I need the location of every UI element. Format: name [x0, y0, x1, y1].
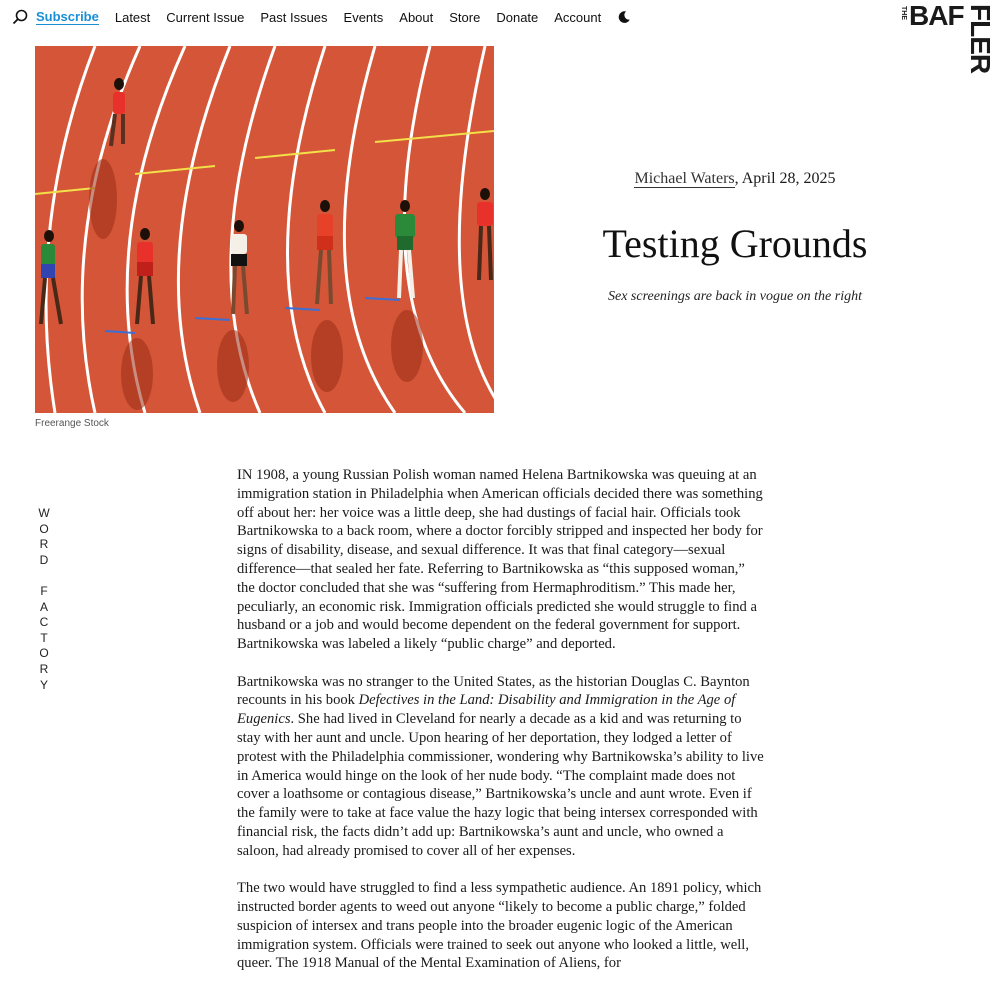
logo-fler: FLER	[965, 4, 996, 74]
author-link[interactable]: Michael Waters	[634, 170, 735, 187]
logo-baf: BAF	[909, 0, 964, 31]
book-title: Defectives in the Land: Disability and Immigration in the Age of Eugenics	[237, 692, 736, 728]
nav-subscribe[interactable]: Subscribe	[36, 9, 99, 24]
top-nav	[12, 7, 631, 27]
nav-donate[interactable]: Donate	[496, 9, 539, 25]
byline	[520, 170, 950, 188]
section-letter: D	[39, 552, 49, 567]
paragraph-3: The two would have struggled to find a less sympathetic audience. An 1891 policy, which instructed border agents to weed out anyone “likely to become a public charge,” folded suspicion of intersex and trans people into the broader eugenic logic of the American immigration system. Officials were trained to seek out anyone who looked a little, well, queer. The 1918 Manual of the Mental Examination of Aliens, for	[237, 880, 762, 972]
nav-events[interactable]: Events	[343, 9, 384, 25]
publish-date: , April 28, 2025	[734, 170, 836, 187]
article-title: Testing Grounds	[602, 221, 868, 266]
section-letter: O	[39, 646, 49, 661]
image-credit: Freerange Stock	[35, 418, 109, 429]
section-letter: W	[38, 506, 50, 520]
hero-image	[35, 46, 494, 413]
section-letter: C	[39, 615, 49, 630]
search-icon[interactable]	[12, 9, 28, 25]
section-letter: Y	[39, 677, 48, 692]
logo-the: THE	[900, 6, 907, 20]
nav-store[interactable]: Store	[449, 9, 481, 25]
section-letter: F	[40, 583, 48, 598]
section-letter: R	[39, 661, 49, 676]
section-label-word-factory[interactable]	[38, 506, 50, 693]
site-logo[interactable]	[900, 0, 996, 88]
nav-past-issues[interactable]: Past Issues	[260, 9, 328, 25]
paragraph-2: Bartnikowska was no stranger to the United States, as the historian Douglas C. Baynton recounts in his book Defectives in the Land: Disability and Immigration in the Age of Eugenics. She had lived in Cleveland for nearly a decade as a kid and was returning to stay with her aunt and uncle. Upon hearing of her deportation, they lodged a letter of protest with the Philadelphia commissioner, wondering why Bartnikowska’s ability to live in America would hinge on the look of her nude body. “The complaint made does not cover a loathsome or contagious disease,” Bartnikowska’s uncle and aunt wrote. Even if the family were to take at face value the hazy logic that being intersex corresponded with financial risk, the facts didn’t add up: Bartnikowska’s aunt and uncle, who owned a saloon, had already promised to cover all of her expenses.	[237, 673, 764, 859]
running-track-illustration	[35, 46, 494, 413]
article-subtitle: Sex screenings are back in vogue on the right	[607, 289, 862, 304]
paragraph-1: IN 1908, a young Russian Polish woman named Helena Bartnikowska was queuing at an immigration station in Philadelphia when American officials decided there was something off about her: her voice was a little deep, she had dustings of facial hair. Officials took Bartnikowska to a back room, where a doctor forcibly stripped and inspected her body for signs of disability, disease, and sexual difference. It was that final category—sexual difference—that sealed her fate. Referring to Bartnikowska as “this supposed woman,” the doctor concluded that she was “suffering from Hermaphroditism.” This made her, peculiarly, an economic risk. Immigration officials predicted she would struggle to find a husband or a job and would become dependent on the federal government for support. Bartnikowska was labeled a likely “public charge” and deported.	[237, 467, 763, 653]
section-letter: T	[40, 630, 48, 645]
article-body	[237, 466, 765, 992]
nav-account[interactable]: Account	[554, 9, 602, 25]
moon-icon[interactable]	[617, 10, 631, 24]
nav-latest[interactable]: Latest	[114, 9, 151, 25]
section-letter: A	[39, 599, 48, 614]
section-spacer	[38, 568, 50, 584]
section-letter: O	[39, 521, 49, 536]
nav-current-issue[interactable]: Current Issue	[166, 9, 245, 25]
section-letter: R	[39, 537, 49, 552]
nav-about[interactable]: About	[399, 9, 434, 25]
